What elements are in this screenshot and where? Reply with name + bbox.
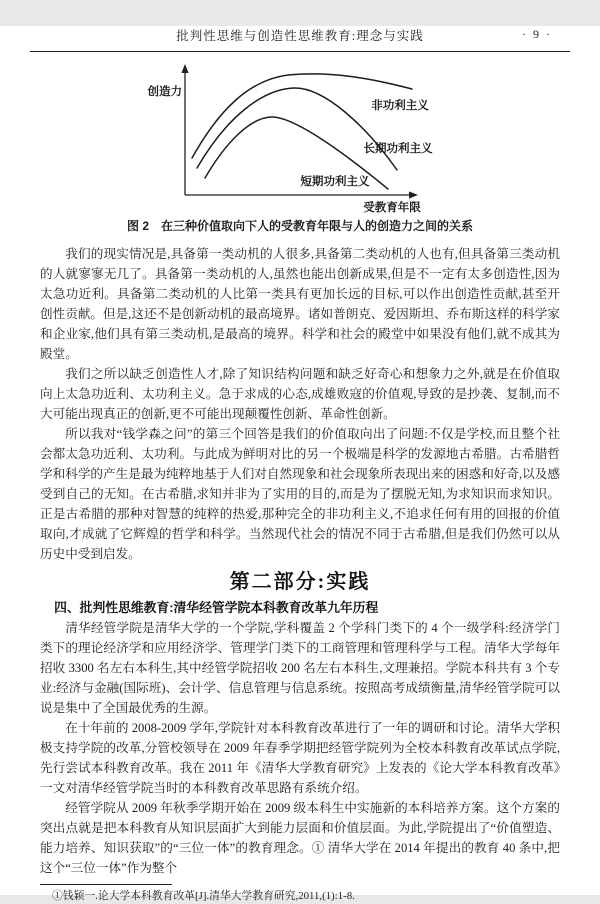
header-rule xyxy=(30,51,570,52)
paragraph: 清华经管学院是清华大学的一个学院,学科覆盖 2 个学科门类下的 4 个一级学科:经济学门类下的理论经济学和应用经济学、管理学门类下的工商管理和管理科学与工程。清华大学每年招收 3300 名左右本科生,其中经管学院招收 200 名左右本科生,文理兼招。学院本科共有 3 个专业:经济与金融(国际班)、会计学、信息管理与信息系统。按照高考成绩衡量,清华经管学院可以说是集中了全国最优秀的生源。 xyxy=(40,621,560,715)
paragraph: 在十年前的 2008-2009 学年,学院针对本科教育改革进行了一年的调研和讨论。清华大学积极支持学院的改革,分管校领导在 2009 年春季学期把经管学院列为全校本科教育改革试点学院,先行尝试本科教育改革。我在 2011 年《清华大学教育研究》上发表的《论大学本科教育改革》一文对清华经管学院当时的本科教育改革思路有系统介绍。 xyxy=(40,721,560,795)
figure-2 xyxy=(0,58,600,234)
x-axis-label: 受教育年限 xyxy=(363,202,421,214)
y-axis-arrow-icon xyxy=(181,64,188,73)
body-text xyxy=(40,244,560,878)
book-page xyxy=(0,26,600,902)
curve-label-long-term: 长期功利主义 xyxy=(363,143,433,155)
page-number: · 9 · xyxy=(522,27,552,41)
y-axis-label: 创造力 xyxy=(147,86,182,98)
footnote-rule xyxy=(40,884,172,885)
page-header xyxy=(30,26,570,44)
paragraph: 经管学院从 2009 年秋季学期开始在 2009 级本科生中实施新的本科培养方案。这个方案的突出点就是把本科教育从知识层面扩大到能力层面和价值层面。为此,学院提出了“价值塑造、能力培养、知识获取”的“三位一体”的教育理念。① 清华大学在 2014 年提出的教育 40 条中,把这个“三位一体”作为整个 xyxy=(40,801,560,875)
curve-long-term-utilitarian xyxy=(197,88,397,170)
section-heading: 四、批判性思维教育:清华经管学院本科教育改革九年历程 xyxy=(54,600,379,615)
figure-caption: 图 2 在三种价值取向下人的受教育年限与人的创造力之间的关系 xyxy=(126,219,473,233)
curve-label-short-term: 短期功利主义 xyxy=(300,176,370,188)
x-axis-arrow-icon xyxy=(409,191,418,198)
paragraph: 我们的现实情况是,具备第一类动机的人很多,具备第二类动机的人也有,但具备第三类动机的人就寥寥无几了。具备第一类动机的人,虽然也能出创新成果,但是不一定有太多创造性,因为太急功近利。具备第二类动机的人比第一类具有更加长远的目标,可以作出创造性贡献,甚至开创性贡献。但是,这还不是创新动机的最高境界。诸如普朗克、爱因斯坦、乔布斯这样的科学家和企业家,他们具有第三类动机,是最高的境界。科学和社会的殿堂中如果没有他们,就不成其为殿堂。 xyxy=(40,247,560,361)
running-head-title: 批判性思维与创造性思维教育:理念与实践 xyxy=(176,29,424,43)
paragraph: 我们之所以缺乏创造性人才,除了知识结构问题和缺乏好奇心和想象力之外,就是在价值取向上太急功近利、太功利主义。急于求成的心态,成雄败寇的价值观,导致的是抄袭、复制,而不大可能出现真正的创新,更不可能出现颠覆性创新、革命性创新。 xyxy=(40,367,560,421)
figure-2-chart xyxy=(130,58,470,215)
paragraph: 所以我对“钱学森之问”的第三个回答是我们的价值取向出了问题:不仅是学校,而且整个社会都太急功近利、太功利。与此成为鲜明对比的另一个极端是科学的发源地古希腊。古希腊哲学和科学的产生是最为纯粹地基于人们对自然现象和社会现象所表现出来的困惑和好奇,以及感受到自己的无知。在古希腊,求知并非为了实用的目的,而是为了摆脱无知,为求知识而求知识。正是古希腊的那种对智慧的纯粹的热爱,那种完全的非功利主义,不追求任何有用的回报的价值取向,才成就了它辉煌的哲学和科学。当然现代社会的情况不同于古希腊,但是我们仍然可以从历史中受到启发。 xyxy=(40,427,560,561)
footnote: ①钱颖一.论大学本科教育改革[J].清华大学教育研究,2011,(1):1-8. xyxy=(52,890,355,902)
curve-label-non-utilitarian: 非功利主义 xyxy=(371,100,429,112)
part-heading: 第二部分:实践 xyxy=(229,571,371,593)
